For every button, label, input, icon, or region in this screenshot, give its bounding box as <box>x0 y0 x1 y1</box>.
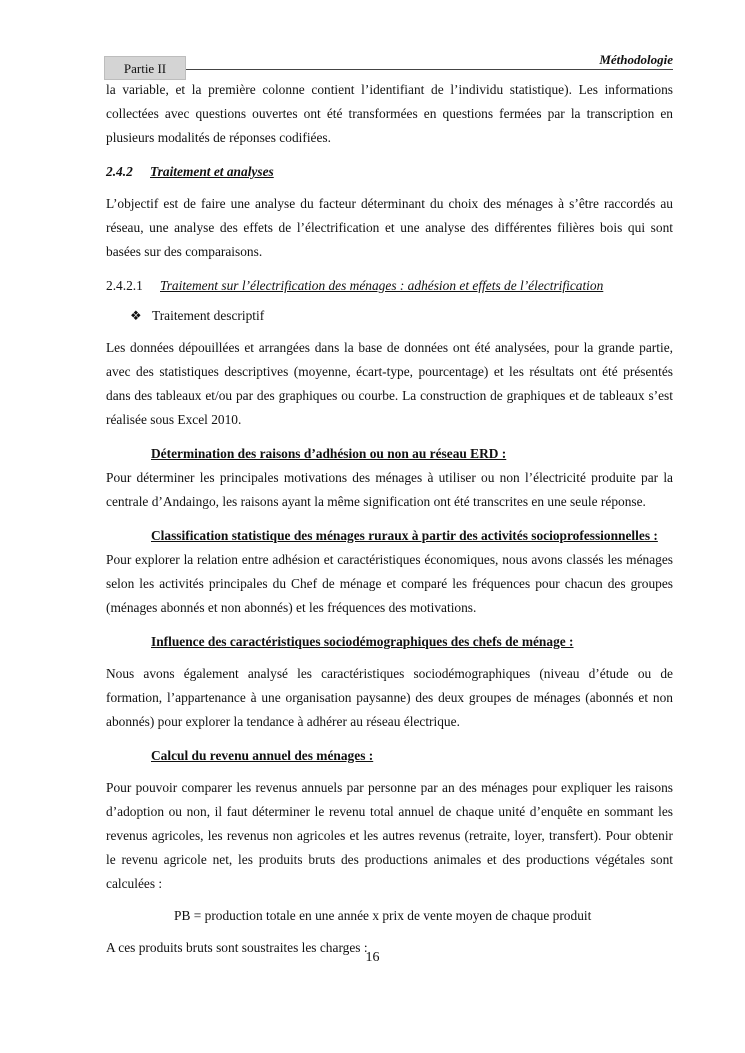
header-rule <box>186 69 673 70</box>
paragraph-1: la variable, et la première colonne contient l’identifiant de l’individu statistique). Les informations collectées avec questions ouvertes ont été transformées en questions fermées par la transcription en plusieurs modalités de réponses codifiées. <box>106 82 673 145</box>
heading-title: Traitement sur l’électrification des ménages : adhésion et effets de l’électrification <box>160 278 604 293</box>
subheading-revenu: Calcul du revenu annuel des ménages : <box>151 748 374 763</box>
header-part-tab: Partie II <box>104 56 186 80</box>
subheading-classification: Classification statistique des ménages ruraux à partir des activités socioprofessionnelles : <box>151 528 658 543</box>
page-number: 16 <box>365 950 380 965</box>
bullet-label: Traitement descriptif <box>152 308 265 323</box>
paragraph-7: Pour pouvoir comparer les revenus annuels par personne par an des ménages pour expliquer les raisons d’adoption ou non, il faut déterminer le revenu total annuel de chaque unité d’enquête en sommant les revenus agricoles, les revenus non agricoles et les autres revenus (retraite, loyer, transfert). Pour obtenir le revenu agricole net, les produits bruts des productions animales et des productions végétales sont calculées : <box>106 780 673 891</box>
paragraph-3: Les données dépouillées et arrangées dans la base de données ont été analysées, pour la grande partie, avec des statistiques descriptives (moyenne, écart-type, pourcentage) et les résultats ont été présentés dans des tableaux et/ou par des graphiques ou courbe. La construction de graphiques et de tableaux s’est réalisée sous Excel 2010. <box>106 340 673 427</box>
body-content <box>106 78 673 960</box>
heading-title: Traitement et analyses <box>150 164 274 179</box>
paragraph-8: A ces produits bruts sont soustraites les charges : <box>106 940 368 955</box>
heading-number: 2.4.2.1 <box>106 278 143 293</box>
subheading-raisons-adhesion: Détermination des raisons d’adhésion ou non au réseau ERD : <box>151 446 507 461</box>
paragraph-6: Nous avons également analysé les caractéristiques sociodémographiques (niveau d’étude ou de formation, l’appartenance à une organisation paysanne) des deux groupes de ménages (abonnés et non abonnés) pour explorer la tendance à adhérer au réseau électrique. <box>106 666 673 729</box>
heading-number: 2.4.2 <box>106 164 133 179</box>
paragraph-4: Pour déterminer les principales motivations des ménages à utiliser ou non l’électricité produite par la centrale d’Andaingo, les raisons ayant la même signification ont été transcrites en une seule réponse. <box>106 470 673 509</box>
paragraph-5: Pour explorer la relation entre adhésion et caractéristiques économiques, nous avons classés les ménages selon les activités principales du Chef de ménage et comparé les fréquences pour chacun des groupes (ménages abonnés et non abonnés) et les fréquences des motivations. <box>106 552 673 615</box>
bullet-item <box>130 304 673 328</box>
paragraph-2: L’objectif est de faire une analyse du facteur déterminant du choix des ménages à s’être raccordés au réseau, une analyse des effets de l’électrification et une analyse des différentes filières bois qui sont basées sur des comparaisons. <box>106 196 673 259</box>
diamond-bullet-icon: ❖ <box>130 308 142 323</box>
heading-2-4-2 <box>106 160 673 184</box>
formula-pb: PB = production totale en une année x prix de vente moyen de chaque produit <box>174 908 592 923</box>
subheading-influence: Influence des caractéristiques sociodémographiques des chefs de ménage : <box>151 634 574 649</box>
header-section-title: Méthodologie <box>599 52 673 67</box>
heading-2-4-2-1 <box>106 274 673 298</box>
